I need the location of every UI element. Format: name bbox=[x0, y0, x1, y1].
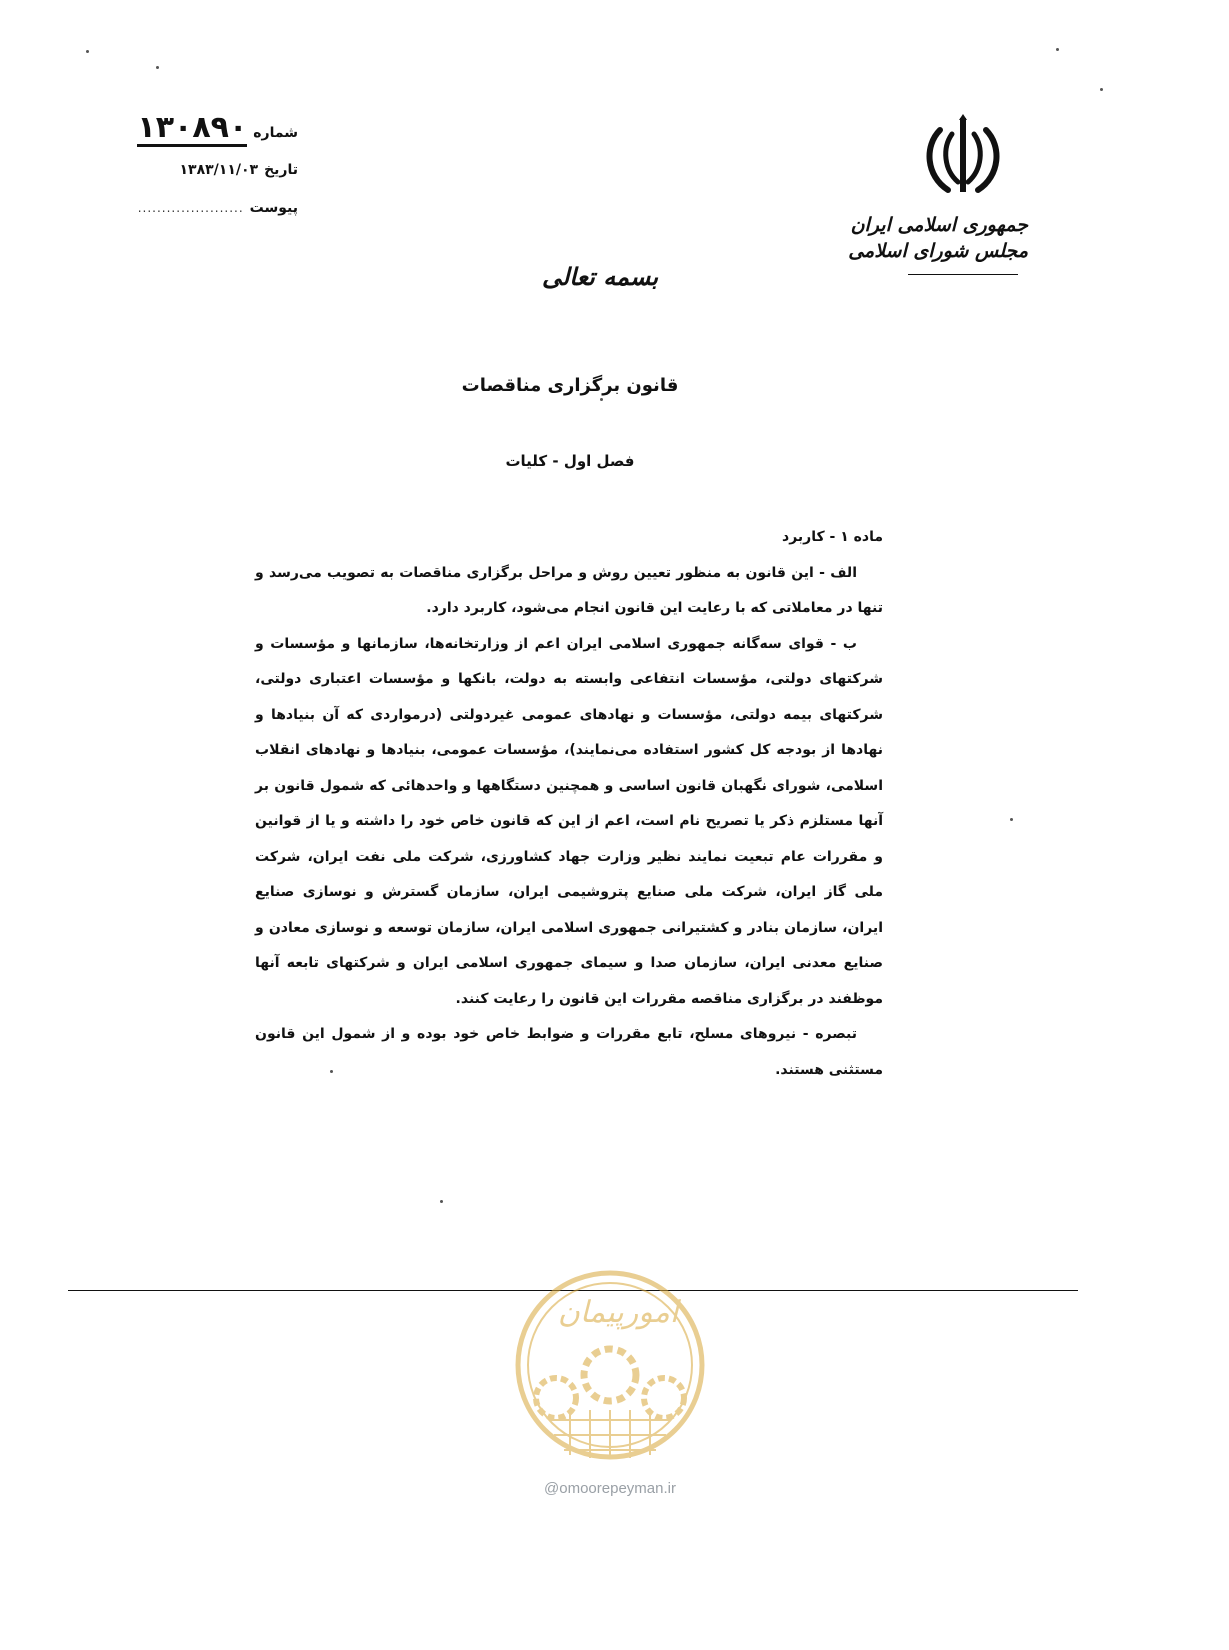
scan-speck bbox=[440, 1200, 443, 1203]
paragraph-b: ب - قوای سه‌گانه جمهوری اسلامی ایران اعم از وزارتخانه‌ها، سازمانها و مؤسسات و شرکتهای دولتی، مؤسسات انتفاعی وابسته به دولت، بانکها و مؤسسات اعتباری دولتی، شرکتهای بیمه دولتی، مؤسسات و نهادهای عمومی غیردولتی (درمواردی که آن بنیادها و نهادها از بودجه کل کشور استفاده می‌نمایند)، مؤسسات عمومی، بنیادها و نهادهای انقلاب اسلامی، شورای نگهبان قانون اساسی و همچنین دستگاهها و واحدهائی که شمول قانون بر آنها مستلزم ذکر یا تصریح نام است، اعم از این که قانون خاص خود را داشته و یا از قوانین و مقررات عام تبعیت نمایند نظیر وزارت جهاد کشاورزی، شرکت ملی نفت ایران، شرکت ملی گاز ایران، شرکت ملی صنایع پتروشیمی ایران، سازمان گسترش و نوسازی صنایع ایران، سازمان بنادر و کشتیرانی جمهوری اسلامی ایران، سازمان توسعه و نوسازی معادن و صنایع معدنی ایران، سازمان صدا و سیمای جمهوری اسلامی ایران و شرکتهای تابعه آنها موظفند در برگزاری مناقصه مقررات این قانون را رعایت کنند. bbox=[255, 635, 883, 1007]
date-label: تاریخ bbox=[264, 162, 298, 178]
scan-speck bbox=[86, 50, 89, 53]
number-value: ۱۳۰۸۹۰ bbox=[137, 110, 248, 145]
emblem-line-parliament: مجلس شورای اسلامی bbox=[848, 240, 1028, 262]
watermark-url: @omoorepeyman.ir bbox=[544, 1480, 676, 1497]
reference-block bbox=[128, 112, 298, 232]
attachment-label: پیوست bbox=[249, 200, 298, 216]
emblem-line-republic: جمهوری اسلامی ایران bbox=[850, 214, 1028, 236]
number-row bbox=[137, 112, 298, 147]
parliament-emblem bbox=[848, 112, 1028, 282]
article-heading: ماده ۱ - کاربرد bbox=[782, 529, 883, 545]
number-label: شماره bbox=[253, 125, 298, 141]
scan-speck bbox=[156, 66, 159, 69]
date-row bbox=[179, 162, 298, 178]
scan-speck bbox=[1010, 818, 1013, 821]
scan-speck bbox=[1056, 48, 1059, 51]
bismillah-heading: بسمه تعالی bbox=[541, 262, 659, 291]
emblem-rule bbox=[908, 274, 1018, 275]
date-value: ۱۳۸۳/۱۱/۰۳ bbox=[179, 162, 259, 178]
chapter-heading: فصل اول - کلیات bbox=[505, 452, 635, 470]
watermark-logo-icon bbox=[510, 1260, 710, 1470]
scan-speck bbox=[600, 398, 603, 401]
document-body bbox=[255, 520, 883, 1088]
document-title: قانون برگزاری مناقصات bbox=[461, 375, 679, 396]
svg-text:امورپیمان: امورپیمان bbox=[557, 1295, 679, 1330]
iran-emblem-icon bbox=[918, 112, 1008, 202]
paragraph-note: تبصره - نیروهای مسلح، تابع مقررات و ضوابط خاص خود بوده و از شمول این قانون مستثنی هستند. bbox=[255, 1026, 883, 1078]
paragraph-a: الف - این قانون به منظور تعیین روش و مراحل برگزاری مناقصات به تصویب می‌رسد و تنها در معاملاتی که با رعایت این قانون انجام می‌شود، کاربرد دارد. bbox=[255, 564, 883, 616]
scan-speck bbox=[1100, 88, 1103, 91]
attachment-value: ...................... bbox=[137, 201, 244, 215]
attachment-row bbox=[138, 200, 298, 216]
